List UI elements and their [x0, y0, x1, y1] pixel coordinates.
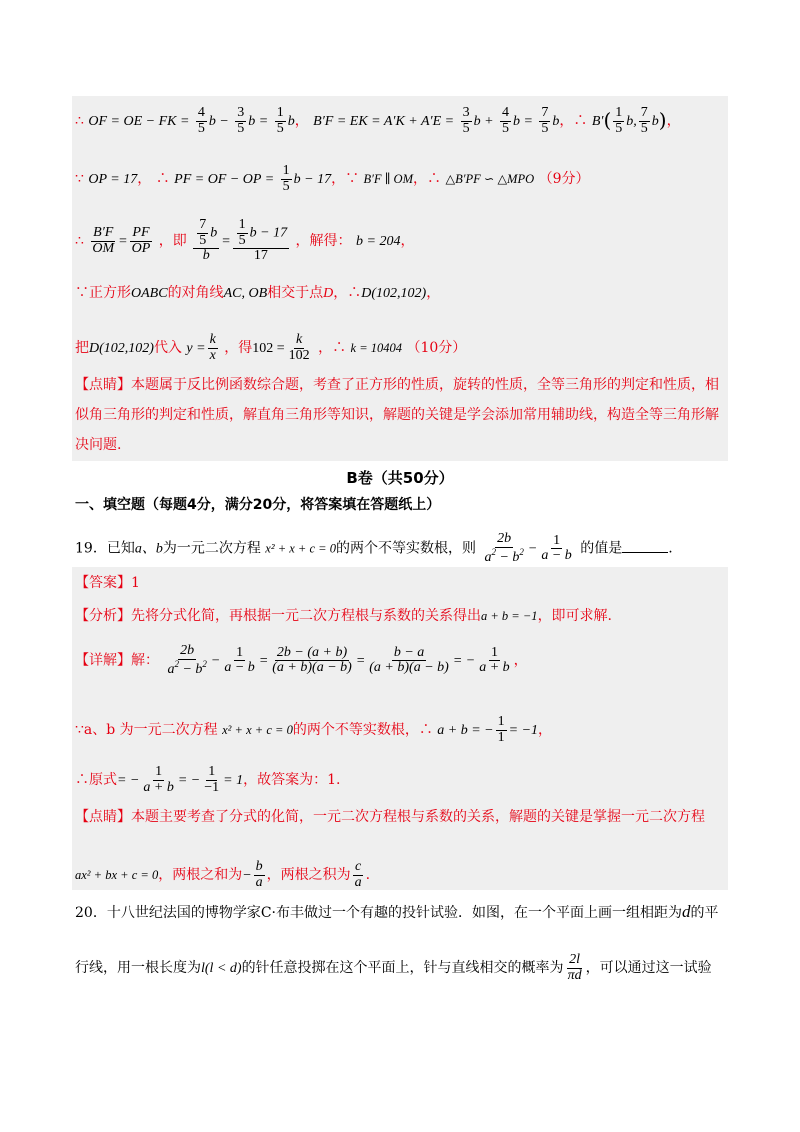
answer-blank [622, 538, 668, 553]
analysis-line: 【分析】先将分式化简，再根据一元二次方程根与系数的关系得出a + b = −1，即可求解. [75, 608, 613, 624]
fraction: $\frac{4}{5}$ [197, 105, 205, 136]
question-20-line-2: 行线，用一根长度为l(l < d)的针任意投掷在这个平面上，针与直线相交的概率为 $\frac{2l}{\pi d}$ ，可以通过这一试验 [75, 952, 712, 983]
parallel-statement: B′F ∥ OM [363, 172, 414, 187]
similar-statement: △B′PF ∽ △MPO [445, 172, 535, 187]
solution-line-3: ∴ $\frac{B'F}{OM}$ = $\frac{PF}{OP}$ ，即 $\frac{7}{5}$ b b = $\frac{1}{5}$ b − 17 17 ，解得： b = 204， [75, 217, 415, 264]
fraction: $\frac{1}{5}$ [276, 105, 284, 136]
detail-line-3: ∴原式= − $\frac{1}{a + b}$ = − $\frac{1}{-1}$ = 1，故答案为：1. [75, 764, 341, 795]
point-d: D(102,102) [361, 286, 427, 301]
k-result: k = 10404 [350, 341, 403, 356]
therefore-symbol: ∴ [75, 113, 84, 130]
fraction: $\frac{3}{5}$ [237, 105, 245, 136]
fraction: $\frac{7}{5}$ [541, 105, 549, 136]
detail-line-2: ∵a、b 为一元二次方程 x² + x + c = 0的两个不等实数根，∴ a + b = − $\frac{1}{1}$ = −1， [75, 714, 553, 745]
answer-line: 【答案】1 [75, 575, 140, 591]
score-9: （9分） [538, 171, 590, 188]
op-equation: OP = 17 [88, 172, 138, 188]
equation: x² + x + c = 0 [265, 541, 336, 556]
of-equation: OF = OE − FK = [88, 114, 190, 130]
solution-line-5: 把D(102,102)代入 y = $\frac{k}{x}$ ，得102 = $\frac{k}{102}$ ，∴ k = 10404 （10分） [75, 332, 467, 363]
pf-equation: PF = OF − OP = [174, 172, 275, 188]
solution-line-1: ∴ OF = OE − FK = $\frac{4}{5}$ b − $\frac{3}{5}$ b = $\frac{1}{5}$ b， B′F = EK = A′K + A′E = $\frac{3}{5}$ b + $\frac{4}{5}$ b = $\frac{7}{5}$ b，∴ B′( $\frac{1}{5}$ b, $\frac{7}{5}$ b)， [75, 105, 681, 136]
fraction: $\frac{3}{5}$ [462, 105, 470, 136]
comment-19-line-1: 【点睛】本题主要考查了分式的化简，一元二次方程根与系数的关系，解题的关键是掌握一元二次方程 [75, 809, 705, 825]
bf-equation: B′F = EK = A′K + A′E = [313, 114, 455, 130]
comment-19-line-2: ax² + bx + c = 0，两根之和为− $\frac{b}{a}$ ，两根之积为 $\frac{c}{a}$ . [75, 859, 371, 890]
comment-line-1: 【点睛】本题属于反比例函数综合题，考查了正方形的性质，旋转的性质，全等三角形的判定和性质，相 [75, 377, 719, 393]
b-result: b = 204 [356, 234, 401, 250]
section-title: B卷（共50分） [346, 469, 454, 487]
comment-line-2: 似角三角形的判定和性质，解直角三角形等知识，解题的关键是学会添加常用辅助线，构造全等三角形解 [75, 407, 719, 423]
score-10: （10分） [406, 340, 467, 357]
solution-line-2: ∵ OP = 17， ∴ PF = OF − OP = $\frac{1}{5}$ b − 17，∵ B′F ∥ OM，∴ △B′PF ∽ △MPO （9分） [75, 163, 590, 194]
point-b-prime: B′ [591, 114, 604, 130]
section-heading: 一、填空题（每题4分，满分20分，将答案填在答题纸上） [75, 497, 441, 513]
comment-line-3: 决问题. [75, 437, 122, 453]
detail-line-1: 【详解】解： $\frac{2b}{a^2 - b^2}$ − $\frac{1}{a - b}$ = $\frac{2b - (a + b)}{(a + b)(a - b)}$ = $\frac{b - a}{(a + b)(a - b)}$ = − $\frac{1}{a + b}$ ， [75, 643, 528, 677]
question-19: 19．已知a、b为一元二次方程 x² + x + c = 0的两个不等实数根，则 $\frac{2b}{a^2 - b^2}$ − $\frac{1}{a - b}$ 的值是 . [75, 531, 673, 565]
solution-line-4: ∵正方形OABC的对角线AC, OB相交于点D，∴D(102,102)， [75, 285, 441, 301]
fraction: $\frac{4}{5}$ [501, 105, 509, 136]
question-20-line-1: 20．十八世纪法国的博物学家C·布丰做过一个有趣的投针试验．如图，在一个平面上画一组相距为d的平 [75, 902, 719, 921]
